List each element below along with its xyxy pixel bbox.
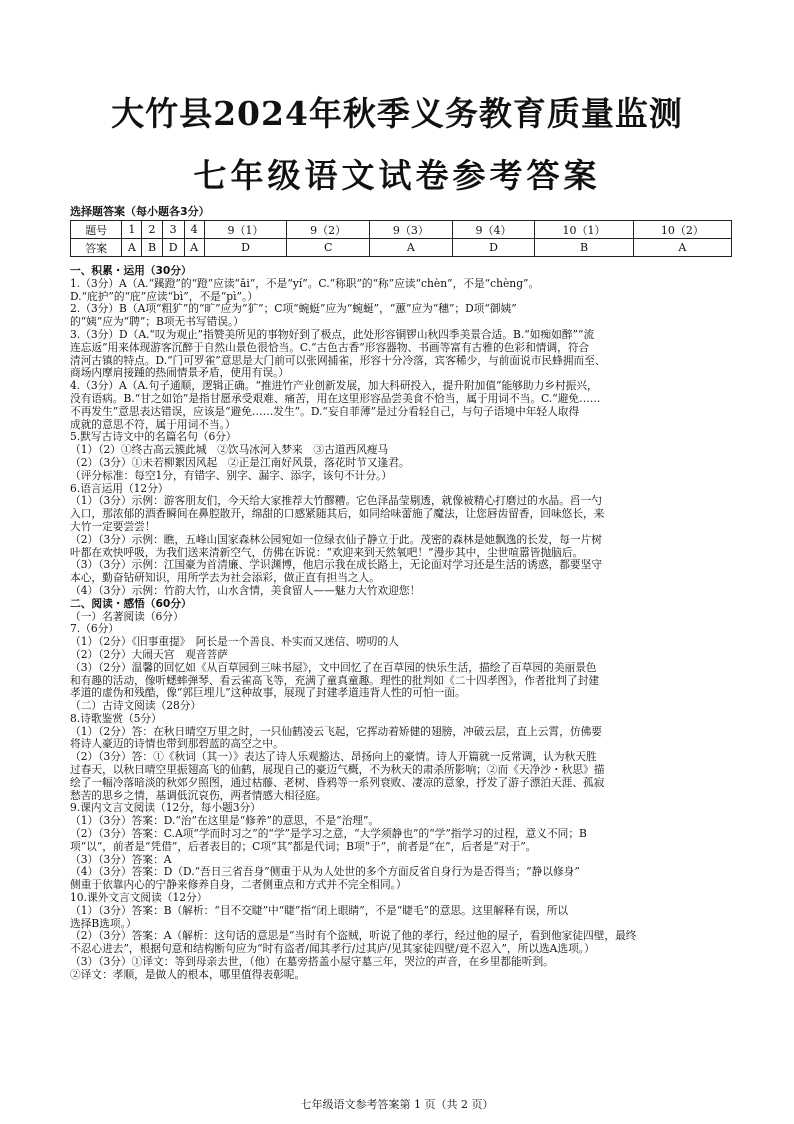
answer-line: （2）（3分）示例：瞧，五峰山国家森林公园宛如一位绿衣仙子静立于此。茂密的森林是她飘逸的长发，每一片树 [70, 533, 602, 546]
answer-line: （3）（2分）温馨的回忆如《从百草园到三味书屋》，文中回忆了在百草园的快乐生活，描绘了百草园的美丽景色 [70, 661, 597, 674]
answer-line: ②译文：孝顺，是做人的根本，哪里值得表彰呢。 [70, 968, 306, 981]
answer-line: （1）（2分）《旧事重提》 阿长是一个善良、朴实而又迷信、唠叨的人 [70, 636, 399, 649]
answer-line: （2）（3分）①未若柳絮因风起 ②正是江南好风景，落花时节又逢君。 [70, 456, 410, 469]
answer-line: 连忘返”用来体现游客沉醉于自然山景色很恰当。C.“古色古香”形容器物、书画等富有古雅的色彩和情调，符合 [70, 341, 590, 354]
table-cell: 9（2） [287, 221, 370, 239]
answer-line: D.“庇护”的“庇”应读“bì”，不是“pì”。） [70, 290, 259, 303]
answer-line: （2）（3分）答案：C.A项“学而时习之”的“学”是学习之意，“大学须静也”的“学”指学习的过程，意义不同；B [70, 828, 587, 841]
answer-line: （3）（3分）示例：江国豪为首清廉、学识渊博，他启示我在成长路上，无论面对学习还是生活的诱惑，都要坚守 [70, 559, 602, 572]
answer-line: （4）（3分）答案：D（D.“吾日三省吾身”侧重于从为人处世的多个方面反省自身行为是否得当；“静以修身” [70, 866, 580, 879]
answer-line: （3）（3分）①译文：等到母亲去世，（他）在墓旁搭盖小屋守墓三年，哭泣的声音，在乡里都能听到。 [70, 956, 554, 969]
table-cell: 10（1） [535, 221, 633, 239]
answer-line: （评分标准：每空1分，有错字、别字、漏字、添字，该句不计分。） [70, 469, 393, 482]
answer-line: 将诗人豪迈的诗情也带到那碧蓝的高空之中。 [70, 738, 284, 751]
answer-line: 10.课外文言文阅读（12分） [70, 892, 208, 905]
answer-line: 项“以”，前者是“凭借”，后者表目的；C项“其”都是代词；B项“于”，前者是“在”，后者是“对于”。 [70, 840, 537, 853]
answer-line: 5.默写古诗文中的名篇名句（6分） [70, 431, 237, 444]
answer-line: 入口，那浓郁的酒香瞬间在鼻腔散开，绵甜的口感紧随其后，如同给味蕾施了魔法，让您唇齿留香，回味悠长，来 [70, 508, 605, 521]
answer-line: 9.课内文言文阅读（12分，每小题3分） [70, 802, 261, 815]
table-cell: 4 [184, 221, 204, 239]
mc-section-label: 选择题答案（每小题各3分） [70, 205, 210, 218]
answer-line: 商场内摩肩接踵的热闹情景矛盾，使用有误。） [70, 367, 290, 380]
answer-line: （1）（3分）答案：B（解析：“目不交睫”中“睫”指“闭上眼睛”，不是“睫毛”的意思。这里解释有误，所以 [70, 904, 569, 917]
answer-line: 本心，勤奋钻研知识，用所学去为社会添彩，做正直有担当之人。 [70, 572, 380, 585]
section-heading: 一、积累・运用（30分） [70, 265, 192, 277]
row-header-question: 题号 [71, 221, 122, 239]
table-row [71, 239, 732, 257]
answer-line: （4）（3分）示例：竹韵大竹，山水含情，美食留人——魅力大竹欢迎您！ [70, 584, 421, 597]
table-cell: A [370, 239, 453, 257]
table-cell: A [122, 239, 142, 257]
table-cell: 3 [162, 221, 184, 239]
answer-line: 大竹一定要尝尝！ [70, 520, 156, 533]
answer-line: 绘了一幅冷落暗淡的秋郊夕照图，通过枯藤、老树、昏鸦等一系列衰败、凄凉的意象，抒发了游子漂泊天涯、孤寂 [70, 776, 605, 789]
answer-line: 过春天，以秋日晴空里振翅高飞的仙鹤，展现自己的豪迈气概，不为秋天的肃杀所影响；②而《天净沙・秋思》描 [70, 764, 605, 777]
table-cell: A [184, 239, 204, 257]
answer-line: （1）（2）①终古高云簇此城 ②饮马冰河入梦来 ③古道西风瘦马 [70, 444, 389, 457]
answer-line: 7.（6分） [70, 623, 120, 636]
answer-line: （2）（3分）答案：A（解析：这句话的意思是“当时有个盗贼，听说了他的孝行，经过他的屋子，看到他家徒四壁，最终 [70, 930, 637, 943]
table-cell: D [162, 239, 184, 257]
table-cell: A [633, 239, 731, 257]
table-cell: 10（2） [633, 221, 731, 239]
answer-line: （一）名著阅读（6分） [70, 610, 184, 623]
answer-line: 成就的意思不符，属于用词不当。） [70, 418, 236, 431]
table-cell: D [204, 239, 287, 257]
answer-line: 4.（3分）A（A.句子通顺，逻辑正确。“推进竹产业创新发展，加大科研投入，提升附加值”能够助力乡村振兴， [70, 380, 598, 393]
answer-line: 和有趣的活动，像听蟋蟀弹琴、看云雀高飞等，充满了童真童趣。理性的批判如《二十四孝图》，作者批判了封建 [70, 674, 600, 687]
mc-answer-table [70, 220, 732, 257]
table-cell: B [142, 239, 162, 257]
table-cell: 9（3） [370, 221, 453, 239]
answer-line: 2.（3分）B（A项“粗犷”的“旷”应为“犷”；C项“蜿蜓”应为“蜿蜒”，“蕙”应为“穗”；D项“御姨” [70, 303, 517, 316]
row-header-answer: 答案 [71, 239, 122, 257]
answer-line: （1）（2分）答：在秋日晴空万里之时，一只仙鹤凌云飞起，它挥动着矫健的翅膀，冲破云层，直上云霄，仿佛要 [70, 725, 602, 738]
answer-line: 不忍心进去”，根据句意和结构断句应为“时有盗者/闻其孝行/过其庐/见其家徒四壁/竟不忍入”，所以选A选项。） [70, 943, 595, 956]
table-cell: D [452, 239, 535, 257]
table-cell: 2 [142, 221, 162, 239]
answer-line: （1）（3分）答案：D.“治”在这里是“修养”的意思，不是“治理”。 [70, 815, 380, 828]
page-footer: 七年级语文参考答案第 1 页（共 2 页） [300, 1098, 494, 1111]
table-cell: 1 [122, 221, 142, 239]
table-cell: B [535, 239, 633, 257]
page-subtitle: 七年级语文试卷参考答案 [193, 156, 601, 195]
answer-line: 选择B选项。） [70, 917, 137, 930]
table-cell: C [287, 239, 370, 257]
answer-body [70, 265, 734, 982]
answer-line: （二）古诗文阅读（28分） [70, 700, 202, 713]
answer-line: 清河古镇的特点。D.“门可罗雀”意思是大门前可以张网捕雀，形容十分冷落，宾客稀少，与前面说市民蜂拥而至、 [70, 354, 606, 367]
section-heading: 二、阅读・感悟（60分） [70, 597, 192, 610]
answer-line: 愁苦的思乡之情，基调低沉哀伤，两者情感大相径庭。 [70, 789, 327, 802]
table-row [71, 221, 732, 239]
answer-line: 6.语言运用（12分） [70, 482, 169, 495]
page-title: 大竹县2024年秋季义务教育质量监测 [111, 94, 683, 133]
answer-line: （2）（2分）大闹天宫 观音菩萨 [70, 648, 228, 661]
answer-line: 侧重于依靠内心的宁静来修养自身，二者侧重点和方式并不完全相同。） [70, 879, 407, 892]
answer-line: 孝道的虚伪和残酷，像“郭巨埋儿”这种故事，展现了封建孝道违背人性的可怕一面。 [70, 687, 466, 700]
answer-line: 叶都在欢快呼吸，为我们送来清新空气，仿佛在诉说：“欢迎来到天然氧吧！”漫步其中，尘世喧嚣皆抛脑后。 [70, 546, 584, 559]
answer-line: 没有语病。B.“甘之如饴”是指甘愿承受艰难、痛苦，用在这里形容品尝美食不恰当，属于用词不当。C.“避免…… [70, 392, 601, 405]
answer-line: （2）（3分）答：①《秋词（其一）》表达了诗人乐观豁达、昂扬向上的豪情。诗人开篇就一反常调，认为秋天胜 [70, 751, 597, 764]
answer-line: 1.（3分）A（A.“蹊蹬”的“蹬”应读“ǎi”，不是“yí”。C.“称职”的“称”应读“chèn”，不是“chèng”。 [70, 277, 540, 290]
answer-line: 的“姨”应为“聘”；B项无书写错误。） [70, 316, 244, 329]
answer-line: 8.诗歌鉴赏（5分） [70, 712, 162, 725]
answer-line: （3）（3分）答案：A [70, 853, 172, 866]
table-cell: 9（1） [204, 221, 287, 239]
answer-line: 3.（3分）D（A.“叹为观止”指赞美所见的事物好到了极点，此处形容铜锣山秋四季美景合适。B.“如痴如醉”“流 [70, 328, 595, 341]
table-cell: 9（4） [452, 221, 535, 239]
answer-line: （1）（3分）示例：游客朋友们，今天给大家推荐大竹醪糟。它色泽晶莹剔透，就像被精心打磨过的水晶。舀一勺 [70, 495, 602, 508]
answer-line: 不再发生”意思表达错误，应该是“避免……发生”。D.“妄自菲薄”是过分看轻自己，与句子语境中年轻人取得 [70, 405, 580, 418]
